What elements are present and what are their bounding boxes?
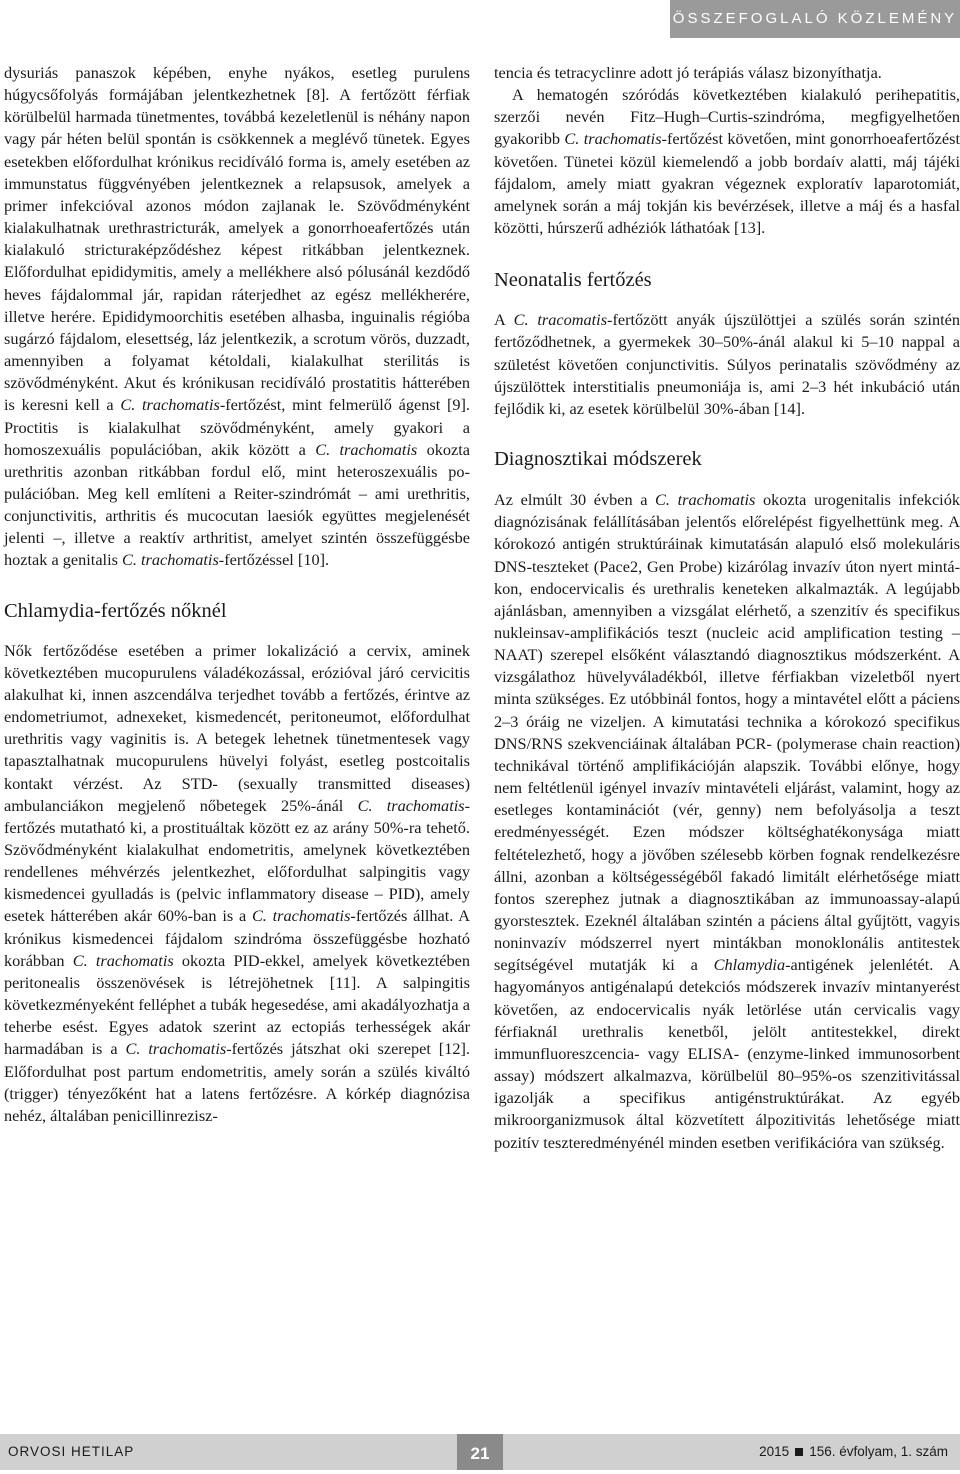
- text-run: -fertőzés mutatható ki, a prostituáltak között ez az arány 50%-ra tehető. Szövődményként kialakulhat endometritis, amelynek következtében rendellenes méhvérzés jelentkezhet, előfordulhat salpingitis vagy kismedencei gyulladás is (pelvic inflammatory disease – PID), amely esetek hátterében akár 60%-ban is a: [4, 795, 470, 926]
- text-run: tencia és tetracyclinre adott jó terápiás válasz bizonyíthatja.: [494, 63, 882, 82]
- issue-volume: 156. évfolyam, 1. szám: [809, 1444, 948, 1459]
- text-run: A: [494, 310, 514, 330]
- journal-name: ORVOSI HETILAP: [8, 1444, 135, 1459]
- italic-term: C. trachomatis: [251, 906, 351, 926]
- italic-term: C. trachomatis: [122, 550, 219, 570]
- body-paragraph: [494, 489, 960, 1154]
- text-run: -fertőzést követően, mint gonorrhoeafertőzést követően. Tünetei közül kiemelendő a jobb bordaív alatti, máj tájéki fájdalom, amely miatt gyakran végeznek exploratív laparotomiát, amelynek során a máj tokján kis bevérzések, illetve a máj és a hasfal közötti, húrszerű adhéziók láthatóak [13].: [494, 129, 960, 238]
- italic-term: C. trachomatis: [564, 129, 662, 149]
- page-number: 21: [457, 1434, 503, 1470]
- separator-square-icon: [795, 1448, 803, 1456]
- italic-term: C. trachomatis: [357, 795, 465, 815]
- text-run: okozta urethritis azonban ritkábban fordul elő, mint heteroszexuális populációban. Meg kell említeni a Reiter-szindrómát – ami urethritis, conjunctivitis, arthritis és mucocutan laesiók együttes megjelenését jelenti –, illetve a reaktív arthritist, amelyet szintén összefüggésbe hoztak a genitalis: [4, 439, 471, 570]
- text-run: Az elmúlt 30 évben a: [494, 490, 656, 510]
- issue-info: [759, 1444, 948, 1459]
- text-run: okozta PID-ekkel, amelyek következtében peritonealis összenövések is létrejöhetnek [11]. A salpingitis következményeként felléphet a tubák hegesedése, ami akadályozhatja a teherbe esést. Egyes adatok szerint az ectopiás terhességek akár harmadában is a: [4, 950, 470, 1059]
- section-heading: Neonatalis fertőzés: [494, 269, 652, 292]
- body-paragraph: [4, 62, 470, 572]
- italic-term: C. tracomatis: [513, 310, 608, 330]
- text-run: -fertőzött anyák újszülöttjei a szülés során szintén fertőződhetnek, a gyermekek 30–50%-ánál alakul ki 5–10 nappal a születést követően conjunctivitis. Súlyos perinatalis szövődmény az újszülöttek interstitialis pneumoniája is, ami 2–3 hét inkubáció után fejlődik ki, az esetek körülbelül 30%-ában [14].: [494, 310, 960, 418]
- body-paragraph: [494, 309, 960, 420]
- text-run: -fertőzést, mint felmerülő ágenst [9]. Proctitis is kialakulhat szövődményként, amely gyakori a homoszexuális populációban, akik között a: [4, 395, 470, 459]
- italic-term: C. trachomatis: [655, 490, 756, 510]
- italic-term: C. trachomatis: [72, 950, 174, 970]
- italic-term: C. trachomatis: [315, 439, 418, 459]
- text-run: Nők fertőződése esetében a primer lokalizáció a cervix, aminek következtében mucopurulens váladékozással, erózióval járó cervicitis alakulhat ki, innen aszcendálva terjedhet tovább a fertőzés, érintve az endometriumot, adnexeket, kismedencét, peritoneumot, előfordulhat urethritis vagy vaginitis is. A betegek lehetnek tünetmentesek vagy tapasztalhatnak mucopurulens hüvelyi folyást, esetleg postcoitalis kontakt vérzést. Az STD- (sexually transmitted diseases) ambulanciákon megjelenő nőbetegek 25%-ánál: [4, 640, 470, 815]
- body-paragraph: [4, 640, 470, 1127]
- italic-term: Chlamydia: [713, 955, 786, 975]
- section-heading: Chlamydia-fertőzés nőknél: [4, 599, 227, 622]
- body-paragraph: [494, 62, 960, 84]
- text-run: dysuriás panaszok képében, enyhe nyákos, esetleg purulens húgycsőfolyás formájában jelentkezhetnek [8]. A fertőzött férfiak körülbelül harmada tünetmentes, továbbá kezeletlenül is néhány napon vagy pár héten belül spontán is csökkennek a meglévő tünetek. Egyes esetekben előfordulhat krónikus recidíváló forma is, amely esetében az immunstatus függvényében jelentkeznek a relapsusok, amelyek a primer infekcióval azonos módon zajlanak le. Szövődményként kialakulhatnak urethrastricturák, amelyek a gonorrhoeafertőzés után kialakuló stricturaképződéshez képest ritkábban jelentkeznek. Előfordulhat epididymitis, amely a mellékhere alsó pólusánál kezdődő heves fájdalommal jár, rapidan ráterjedhet az egész mellékherére, illetve herére. Epididymoorchitis esetében alhasba, inguinalis régióba sugárzó fájdalom, elesettség, láz jelentkezik, a scrotum vörös, duzzadt, amennyiben a folyamat kétoldali, kialakulhat sterilitás is szövődményként. Akut és krónikusan recidíváló prostatitis hátterében is keresni kell a: [4, 63, 470, 415]
- text-run: -fertőzés játszhat oki szerepet [12]. Előfordulhat post partum endometritis, amely során a szülés kiváltó (trigger) tényezőként hat a latens fertőzésre. A kórkép diagnózisa nehéz, általában penicillinrezisz-: [4, 1039, 470, 1125]
- text-run: -fertőzés állhat. A krónikus kismedencei fájdalom szindróma összefüggésbe hozható korábban: [4, 906, 470, 970]
- italic-term: C. trachomatis: [120, 395, 220, 415]
- text-run: A hematogén szóródás következtében kialakuló perihepatitis, szerzői nevén Fitz–Hugh–Curtis-szindróma, megfigyelhetően gyakoribb: [494, 85, 960, 149]
- section-label: ÖSSZEFOGLALÓ KÖZLEMÉNY: [670, 0, 960, 38]
- left-column: [4, 62, 470, 1127]
- page-footer: [0, 1434, 960, 1470]
- italic-term: C. trachomatis: [125, 1039, 227, 1059]
- right-column: [494, 62, 960, 1154]
- body-paragraph: [494, 84, 960, 239]
- section-heading: Diagnosztikai módszerek: [494, 448, 702, 471]
- text-run: okozta urogenitalis infekciók diagnózisának felállításában jelentős előrelépést figyelhettünk meg. A kórokozó antigén struktúráinak kimutatásán alapuló első molekuláris DNS-teszteket (Pace2, Gen Probe) kizárólag invazív úton nyert mintákon, endocervicalis és urethralis keneteken alkalmazták. A legújabb ajánlásban, amennyiben a vizsgálat elérhető, a szenzitív és specifikus nukleinsav-amplifikációs teszt (nucleic acid amplification testing – NAAT) szerepel elsőként választandó diagnosztikus módszerként. A vizsgálathoz hüvelyváladékból, illetve férfiakban vizeletből nyert minta szükséges. Ez utóbbinál fontos, hogy a mintavétel előtt a páciens 2–3 óráig ne vizeljen. A kimutatási technika a kórokozó specifikus DNS/RNS szekvenciáinak általában PCR- (polymerase chain reaction) technikával történő amplifikációján alapszik. További előnye, hogy nem feltétlenül igényel invazív mintavételi eljárást, valamint, hogy az esetleges kontaminációt (vér, genny) nem befolyásolja a teszt eredményességét. Ezen módszer költséghatékonysága miatt feltételezhető, hogy a jövőben szélesebb körben fognak rendelkezésre állni, azonban a költségességéből fakadó limitált elérhetősége miatt fontos szerephez jutnak a diagnosztikában az immunoassay-alapú gyorstesztek. Ezeknél általában szintén a páciens által gyűjtött, vagyis noninvazív módszerrel nyert mintákban monoklonális antitestek segítségével mutatják ki a: [494, 490, 960, 975]
- text-run: -fertőzéssel [10].: [218, 550, 330, 570]
- issue-year: 2015: [759, 1444, 790, 1459]
- text-run: -antigének jelenlétét. A hagyományos antigénalapú detekciós módszerek invazív mintanyerést követően, az endocervicalis nyák letörlése után cervicalis vagy férfiaknál urethralis kenetből, jelölt antitestekkel, direkt immunfluoreszcencia- vagy ELISA- (enzyme-linked immunosorbent assay) módszert alkalmazva, körülbelül 80–95%-os szenzitivitással igazolják a specifikus antigénstruktúrákat. Az egyéb mikroorganizmusok által közvetített álpozitivitás lehetősége miatt pozitív teszteredményénél minden esetben verifikációra van szükség.: [494, 955, 960, 1152]
